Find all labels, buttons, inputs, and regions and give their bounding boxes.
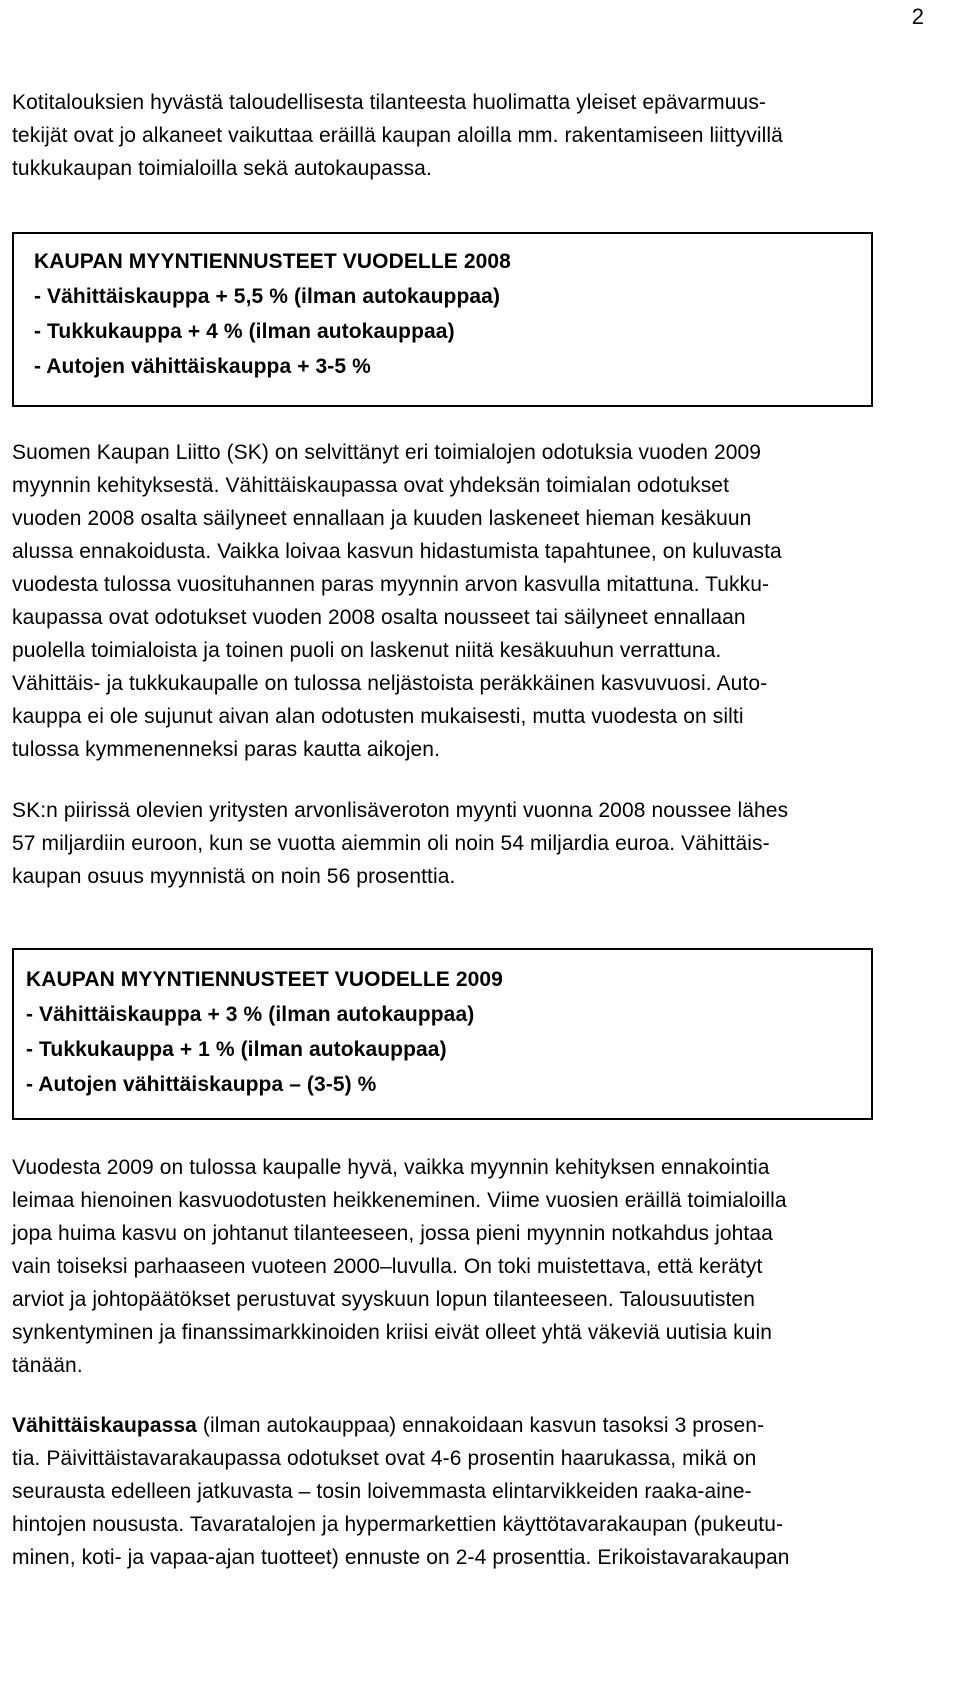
retail-paragraph bbox=[12, 1409, 932, 1574]
text-line: Vähittäis- ja tukkukaupalle on tulossa neljästoista peräkkäinen kasvuvuosi. Auto- bbox=[12, 672, 768, 695]
text-line: tulossa kymmenenneksi paras kautta aikojen. bbox=[12, 738, 441, 761]
page-number: 2 bbox=[911, 4, 924, 29]
forecast-2009-item: - Vähittäiskauppa + 3 % (ilman autokauppaa) bbox=[26, 1003, 475, 1026]
text-line: tekijät ovat jo alkaneet vaikuttaa eräillä kaupan aloilla mm. rakentamiseen liittyvillä bbox=[12, 124, 783, 147]
text-line: synkentyminen ja finanssimarkkinoiden kriisi eivät olleet yhtä väkeviä uutisia kuin bbox=[12, 1321, 772, 1344]
text-line bbox=[12, 1409, 932, 1442]
forecast-2009-item: - Tukkukauppa + 1 % (ilman autokauppaa) bbox=[26, 1038, 447, 1061]
forecast-2009-title: KAUPAN MYYNTIENNUSTEET VUODELLE 2009 bbox=[26, 968, 503, 991]
text-line: arviot ja johtopäätökset perustuvat syyskuun lopun tilanteeseen. Talousuutisten bbox=[12, 1288, 755, 1311]
text-line: leimaa hienoinen kasvuodotusten heikkeneminen. Viime vuosien eräillä toimialoilla bbox=[12, 1189, 787, 1212]
text-line: vain toiseksi parhaaseen vuoteen 2000–luvulla. On toki muistettava, että kerätyt bbox=[12, 1255, 763, 1278]
text-line: kaupan osuus myynnistä on noin 56 prosenttia. bbox=[12, 865, 456, 888]
text-line: Vuodesta 2009 on tulossa kaupalle hyvä, vaikka myynnin kehityksen ennakointia bbox=[12, 1156, 770, 1179]
forecast-2008-item: - Vähittäiskauppa + 5,5 % (ilman autokauppaa) bbox=[34, 285, 501, 308]
text-line: myynnin kehityksestä. Vähittäiskaupassa ovat yhdeksän toimialan odotukset bbox=[12, 474, 730, 497]
text-line: Suomen Kaupan Liitto (SK) on selvittänyt eri toimialojen odotuksia vuoden 2009 bbox=[12, 441, 762, 464]
text-line: kaupassa ovat odotukset vuoden 2008 osalta nousseet tai säilyneet ennallaan bbox=[12, 606, 746, 629]
text-line: seurausta edelleen jatkuvasta – tosin loivemmasta elintarvikkeiden raaka-aine- bbox=[12, 1480, 752, 1503]
sales-paragraph bbox=[12, 794, 932, 893]
text-line: Kotitalouksien hyvästä taloudellisesta tilanteesta huolimatta yleiset epävarmuus- bbox=[12, 91, 767, 114]
text-line: tukkukaupan toimialoilla sekä autokaupassa. bbox=[12, 157, 432, 180]
text-line: puolella toimialoista ja toinen puoli on laskenut niitä kesäkuuhun verrattuna. bbox=[12, 639, 722, 662]
text-line: alussa ennakoidusta. Vaikka loivaa kasvun hidastumista tapahtunee, on kuluvasta bbox=[12, 540, 782, 563]
text-line: vuoden 2008 osalta säilyneet ennallaan ja kuuden laskeneet hieman kesäkuun bbox=[12, 507, 752, 530]
forecast-2008-title: KAUPAN MYYNTIENNUSTEET VUODELLE 2008 bbox=[34, 250, 511, 273]
text-line: hintojen noususta. Tavaratalojen ja hypermarkettien käyttötavarakaupan (pukeutu- bbox=[12, 1513, 784, 1536]
intro-paragraph bbox=[12, 86, 932, 185]
outlook-2009-paragraph bbox=[12, 1151, 932, 1382]
text-line: vuodesta tulossa vuosituhannen paras myynnin arvon kasvulla mitattuna. Tukku- bbox=[12, 573, 770, 596]
text-line: tänään. bbox=[12, 1354, 83, 1377]
text-line: jopa huima kasvu on johtanut tilanteeseen, jossa pieni myynnin notkahdus johtaa bbox=[12, 1222, 773, 1245]
forecast-2009-box bbox=[12, 948, 873, 1120]
forecast-2009-item: - Autojen vähittäiskauppa – (3-5) % bbox=[26, 1073, 377, 1096]
text-line: kauppa ei ole sujunut aivan alan odotusten mukaisesti, mutta vuodesta on silti bbox=[12, 705, 744, 728]
text-line: tia. Päivittäistavarakaupassa odotukset ovat 4-6 prosentin haarukassa, mikä on bbox=[12, 1447, 757, 1470]
forecast-2008-item: - Autojen vähittäiskauppa + 3-5 % bbox=[34, 355, 371, 378]
sk-expectations-paragraph bbox=[12, 436, 932, 766]
forecast-2008-box bbox=[12, 232, 873, 407]
text-line: SK:n piirissä olevien yritysten arvonlisäveroton myynti vuonna 2008 noussee lähes bbox=[12, 799, 789, 822]
text-line: minen, koti- ja vapaa-ajan tuotteet) ennuste on 2-4 prosenttia. Erikoistavarakaupan bbox=[12, 1546, 790, 1569]
retail-lead-bold: Vähittäiskaupassa bbox=[12, 1414, 197, 1437]
forecast-2008-item: - Tukkukauppa + 4 % (ilman autokauppaa) bbox=[34, 320, 455, 343]
text-line: 57 miljardiin euroon, kun se vuotta aiemmin oli noin 54 miljardia euroa. Vähittäis- bbox=[12, 832, 770, 855]
retail-lead-text: (ilman autokauppaa) ennakoidaan kasvun tasoksi 3 prosen- bbox=[196, 1414, 765, 1437]
